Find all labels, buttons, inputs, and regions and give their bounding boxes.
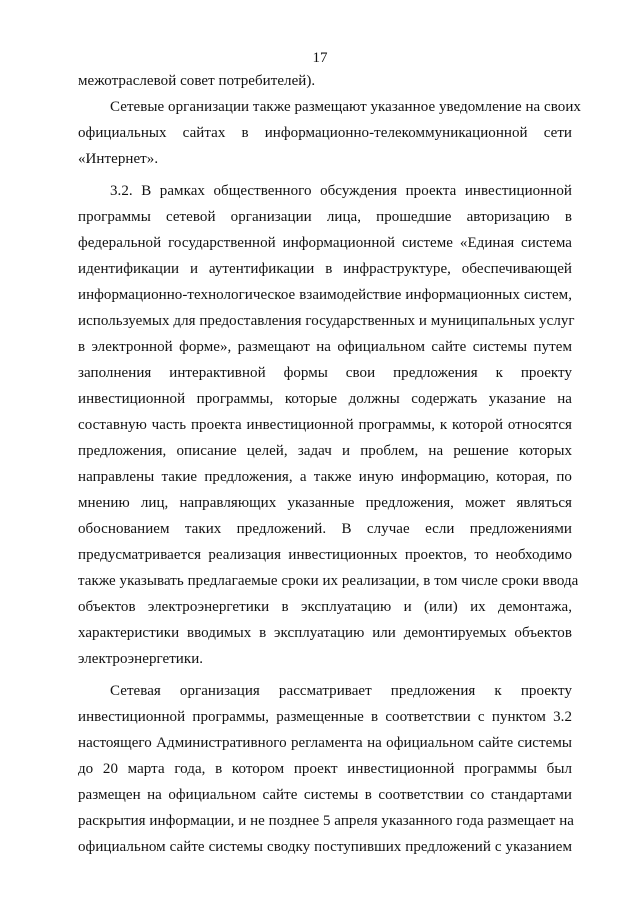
- text-line: обоснованием таких предложений. В случае если предложениями: [78, 521, 572, 537]
- paragraph-section-3-2: [78, 178, 579, 672]
- paragraph-network-notice: [78, 94, 581, 172]
- text-line: раскрытия информации, и не позднее 5 апреля указанного года размещает на: [78, 813, 574, 829]
- text-line: межотраслевой совет потребителей).: [78, 73, 316, 89]
- text-line: характеристики вводимых в эксплуатацию или демонтируемых объектов: [78, 625, 572, 641]
- text-line: программы сетевой организации лица, прошедшие авторизацию в: [78, 209, 572, 225]
- text-line: мнению лиц, направляющих указанные предложения, может являться: [78, 495, 572, 511]
- text-line: федеральной государственной информационной системе «Единая система: [78, 235, 572, 251]
- text-line: информационно-технологическое взаимодействие информационных систем,: [78, 287, 572, 303]
- text-line: инвестиционной программы, которые должны содержать указание на: [78, 391, 572, 407]
- text-line: идентификации и аутентификации в инфраструктуре, обеспечивающей: [78, 261, 572, 277]
- text-line: официальном сайте системы сводку поступивших предложений с указанием: [78, 839, 572, 855]
- text-line: составную часть проекта инвестиционной программы, к которой относятся: [78, 417, 572, 433]
- text-line: настоящего Административного регламента на официальном сайте системы: [78, 735, 572, 751]
- text-line: Сетевая организация рассматривает предложения к проекту: [110, 683, 572, 699]
- text-line: предложения, описание целей, задач и проблем, на решение которых: [78, 443, 572, 459]
- text-line: официальных сайтах в информационно-телекоммуникационной сети: [78, 125, 572, 141]
- paragraph-network-review: [78, 678, 572, 860]
- text-line: «Интернет».: [78, 151, 159, 167]
- text-line: размещен на официальном сайте системы в соответствии со стандартами: [78, 787, 572, 803]
- text-line: до 20 марта года, в котором проект инвестиционной программы был: [78, 761, 572, 777]
- document-body: [78, 68, 581, 860]
- text-line: объектов электроэнергетики в эксплуатацию и (или) их демонтажа,: [78, 599, 572, 615]
- text-line: Сетевые организации также размещают указанное уведомление на своих: [110, 99, 581, 115]
- text-line: также указывать предлагаемые сроки их реализации, в том числе сроки ввода: [78, 573, 579, 589]
- paragraph-continuation: [78, 68, 572, 94]
- text-line: предусматривается реализация инвестиционных проектов, то необходимо: [78, 547, 572, 563]
- text-line: инвестиционной программы, размещенные в соответствии с пунктом 3.2: [78, 709, 572, 725]
- text-line: используемых для предоставления государственных и муниципальных услуг: [78, 313, 575, 329]
- text-line: 3.2. В рамках общественного обсуждения проекта инвестиционной: [110, 183, 572, 199]
- text-line: заполнения интерактивной формы свои предложения к проекту: [78, 365, 572, 381]
- text-line: электроэнергетики.: [78, 651, 204, 667]
- page-number: 17: [312, 50, 328, 66]
- text-line: в электронной форме», размещают на официальном сайте системы путем: [78, 339, 572, 355]
- text-line: направлены такие предложения, а также иную информацию, которая, по: [78, 469, 572, 485]
